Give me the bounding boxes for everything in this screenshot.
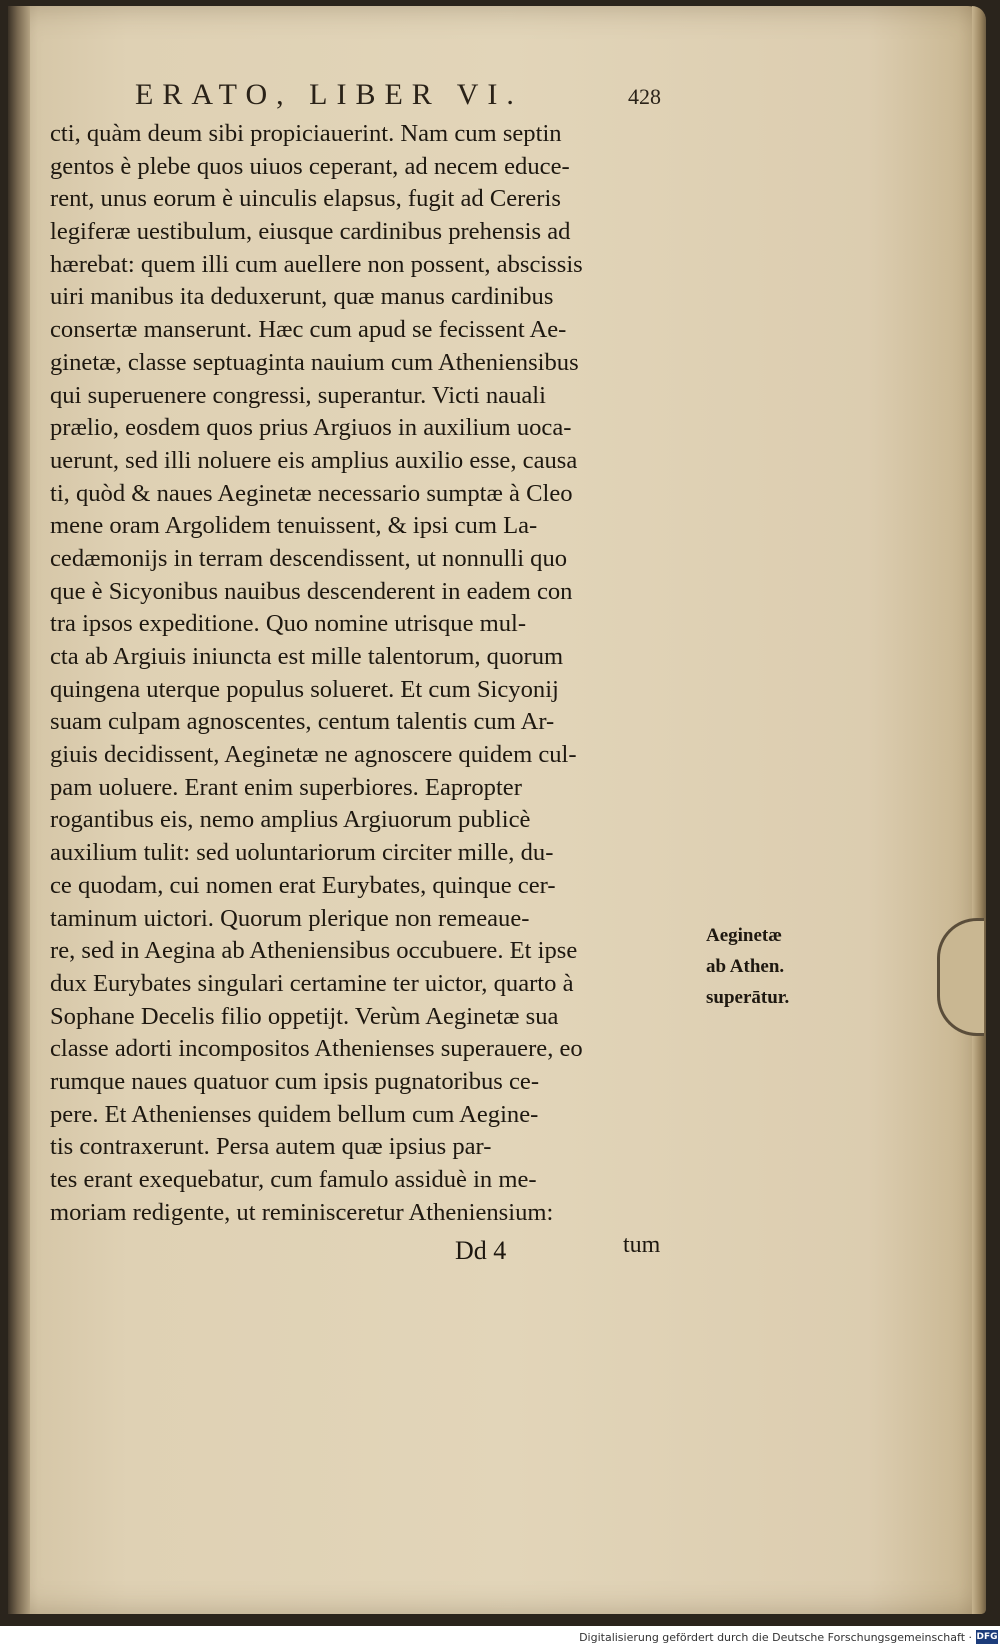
text-line: moriam redigente, ut reminisceretur Atheniensium: bbox=[50, 1198, 554, 1226]
margin-note-line: superātur. bbox=[706, 987, 790, 1008]
text-line: taminum uictori. Quorum plerique non remeaue- bbox=[50, 904, 530, 932]
text-line: giuis decidissent, Aeginetæ ne agnoscere quidem cul- bbox=[50, 741, 577, 769]
margin-note-line: ab Athen. bbox=[706, 956, 785, 977]
text-line: dux Eurybates singulari certamine ter uictor, quarto à bbox=[50, 969, 574, 997]
margin-note-line: Aeginetæ bbox=[706, 925, 782, 946]
text-line: pere. Et Athenienses quidem bellum cum Aegine- bbox=[50, 1100, 539, 1128]
footer-bar bbox=[0, 1626, 1000, 1651]
text-line: consertæ manserunt. Hæc cum apud se fecissent Ae- bbox=[50, 316, 567, 344]
text-line: tes erant exequebatur, cum famulo assiduè in me- bbox=[50, 1166, 537, 1193]
text-line: mene oram Argolidem tenuissent, & ipsi cum La- bbox=[50, 512, 538, 540]
text-line: ce quodam, cui nomen erat Eurybates, quinque cer- bbox=[50, 871, 556, 899]
text-line: ti, quòd & naues Aeginetæ necessario sumptæ à Cleo bbox=[50, 479, 573, 507]
text-line: tis contraxerunt. Persa autem quæ ipsius par- bbox=[50, 1133, 492, 1161]
text-line: cedæmonijs in terram descendissent, ut nonnulli quo bbox=[50, 544, 568, 572]
text-line: qui superuenere congressi, superantur. Victi nauali bbox=[50, 381, 546, 409]
text-line: rent, unus eorum è uinculis elapsus, fugit ad Cereris bbox=[50, 185, 561, 213]
page-tab-marker bbox=[937, 918, 984, 1036]
book-spine bbox=[8, 6, 30, 1614]
text-line: uiri manibus ita deduxerunt, quæ manus cardinibus bbox=[50, 283, 554, 311]
dfg-logo: DFG bbox=[976, 1632, 998, 1642]
text-line: auxilium tulit: sed uoluntariorum circiter mille, du- bbox=[50, 839, 554, 867]
text-line: rumque naues quatuor cum ipsis pugnatoribus ce- bbox=[50, 1067, 540, 1095]
text-line: hærebat: quem illi cum auellere non possent, abscissis bbox=[50, 250, 583, 278]
text-line: legiferæ uestibulum, eiusque cardinibus prehensis ad bbox=[50, 218, 571, 246]
page-number: 428 bbox=[628, 84, 661, 109]
signature-mark: Dd 4 bbox=[455, 1236, 507, 1265]
text-line: quingena uterque populus solueret. Et cum Sicyonij bbox=[50, 675, 559, 703]
text-line: cti, quàm deum sibi propiciauerint. Nam cum septin bbox=[50, 120, 562, 147]
main-text-block bbox=[50, 118, 700, 1229]
text-line: Sophane Decelis filio oppetijt. Verùm Aeginetæ sua bbox=[50, 1002, 559, 1030]
text-line: que è Sicyonibus nauibus descenderent in eadem con bbox=[50, 577, 573, 605]
text-line: rogantibus eis, nemo amplius Argiuorum publicè bbox=[50, 806, 531, 834]
text-line: cta ab Argiuis iniuncta est mille talentorum, quorum bbox=[50, 643, 564, 670]
text-line: prælio, eosdem quos prius Argiuos in auxilium uoca- bbox=[50, 414, 572, 442]
text-line: re, sed in Aegina ab Atheniensibus occubuere. Et ipse bbox=[50, 937, 578, 965]
running-head: ERATO, LIBER VI. bbox=[135, 78, 523, 111]
text-line: tra ipsos expeditione. Quo nomine utrisque mul- bbox=[50, 610, 527, 638]
text-line: classe adorti incompositos Athenienses superauere, eo bbox=[50, 1035, 583, 1063]
text-line: uerunt, sed illi noluere eis amplius auxilio esse, causa bbox=[50, 446, 578, 474]
text-line: suam culpam agnoscentes, centum talentis cum Ar- bbox=[50, 708, 555, 736]
text-line: gentos è plebe quos uiuos ceperant, ad necem educe- bbox=[50, 152, 570, 180]
footer-credit: Digitalisierung gefördert durch die Deutsche Forschungsgemeinschaft · bbox=[579, 1631, 972, 1644]
margin-note bbox=[706, 920, 826, 1013]
text-line: ginetæ, classe septuaginta nauium cum Atheniensibus bbox=[50, 348, 579, 376]
page-edge bbox=[972, 6, 986, 1614]
catchword: tum bbox=[623, 1232, 661, 1258]
text-line: pam uoluere. Erant enim superbiores. Eapropter bbox=[50, 773, 522, 801]
